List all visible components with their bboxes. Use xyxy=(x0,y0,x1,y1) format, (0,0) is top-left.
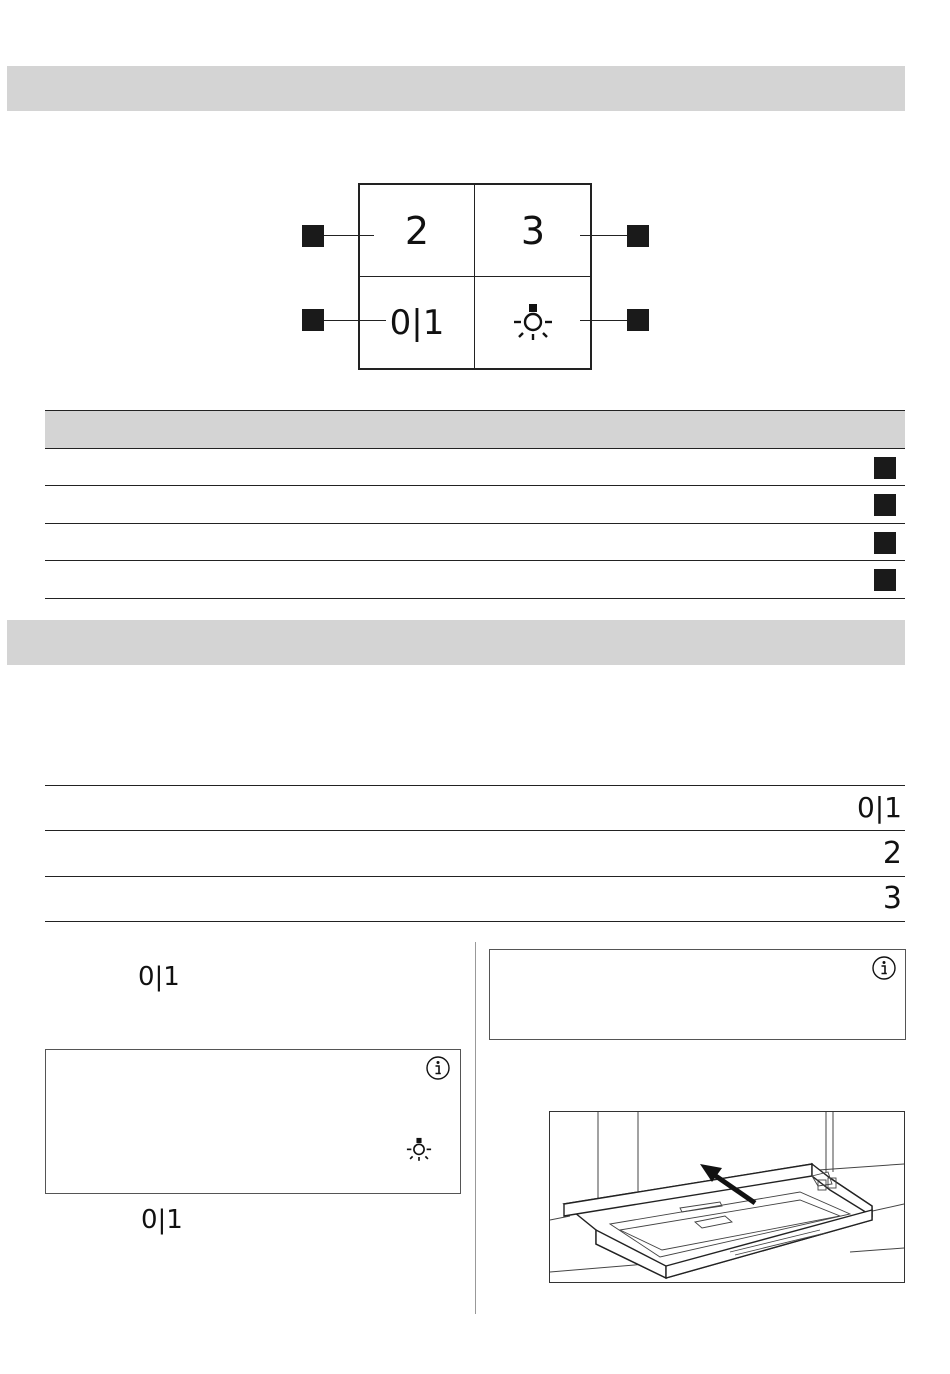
callout-marker xyxy=(302,309,324,331)
on-off-symbol: 0|1 xyxy=(856,791,902,824)
speed-2-symbol: 2 xyxy=(882,836,902,871)
table-rule xyxy=(45,921,905,922)
callout-line xyxy=(580,235,627,236)
column-divider xyxy=(475,942,476,1314)
section-header-bar xyxy=(7,66,905,111)
callout-line xyxy=(580,320,627,321)
legend-marker xyxy=(874,532,896,554)
on-off-symbol: 0|1 xyxy=(141,1205,183,1235)
table-rule xyxy=(45,830,905,831)
table-rule xyxy=(45,876,905,877)
speed-3-key[interactable]: 3 xyxy=(520,209,546,253)
info-icon xyxy=(426,1056,450,1080)
info-box xyxy=(45,1049,461,1194)
legend-marker xyxy=(874,494,896,516)
hood-illustration xyxy=(550,1112,904,1282)
table-rule xyxy=(45,560,905,561)
callout-line xyxy=(324,235,374,236)
on-off-key[interactable]: 0|1 xyxy=(389,303,445,343)
on-off-symbol: 0|1 xyxy=(138,962,180,992)
callout-marker xyxy=(302,225,324,247)
callout-marker xyxy=(627,309,649,331)
speed-3-symbol: 3 xyxy=(882,881,902,916)
light-bulb-icon xyxy=(511,301,555,345)
panel-divider-horizontal xyxy=(359,276,591,277)
section-header-bar xyxy=(7,620,905,665)
light-bulb-icon xyxy=(405,1136,433,1164)
table-rule xyxy=(45,785,905,786)
legend-marker xyxy=(874,457,896,479)
table-rule xyxy=(45,410,905,411)
callout-line xyxy=(324,320,386,321)
speed-2-key[interactable]: 2 xyxy=(404,209,430,253)
table-rule xyxy=(45,448,905,449)
info-box xyxy=(489,949,906,1040)
legend-table-header xyxy=(45,411,905,448)
light-key[interactable] xyxy=(476,278,590,368)
table-rule xyxy=(45,523,905,524)
info-icon xyxy=(872,956,896,980)
legend-marker xyxy=(874,569,896,591)
callout-marker xyxy=(627,225,649,247)
table-rule xyxy=(45,485,905,486)
table-rule xyxy=(45,598,905,599)
